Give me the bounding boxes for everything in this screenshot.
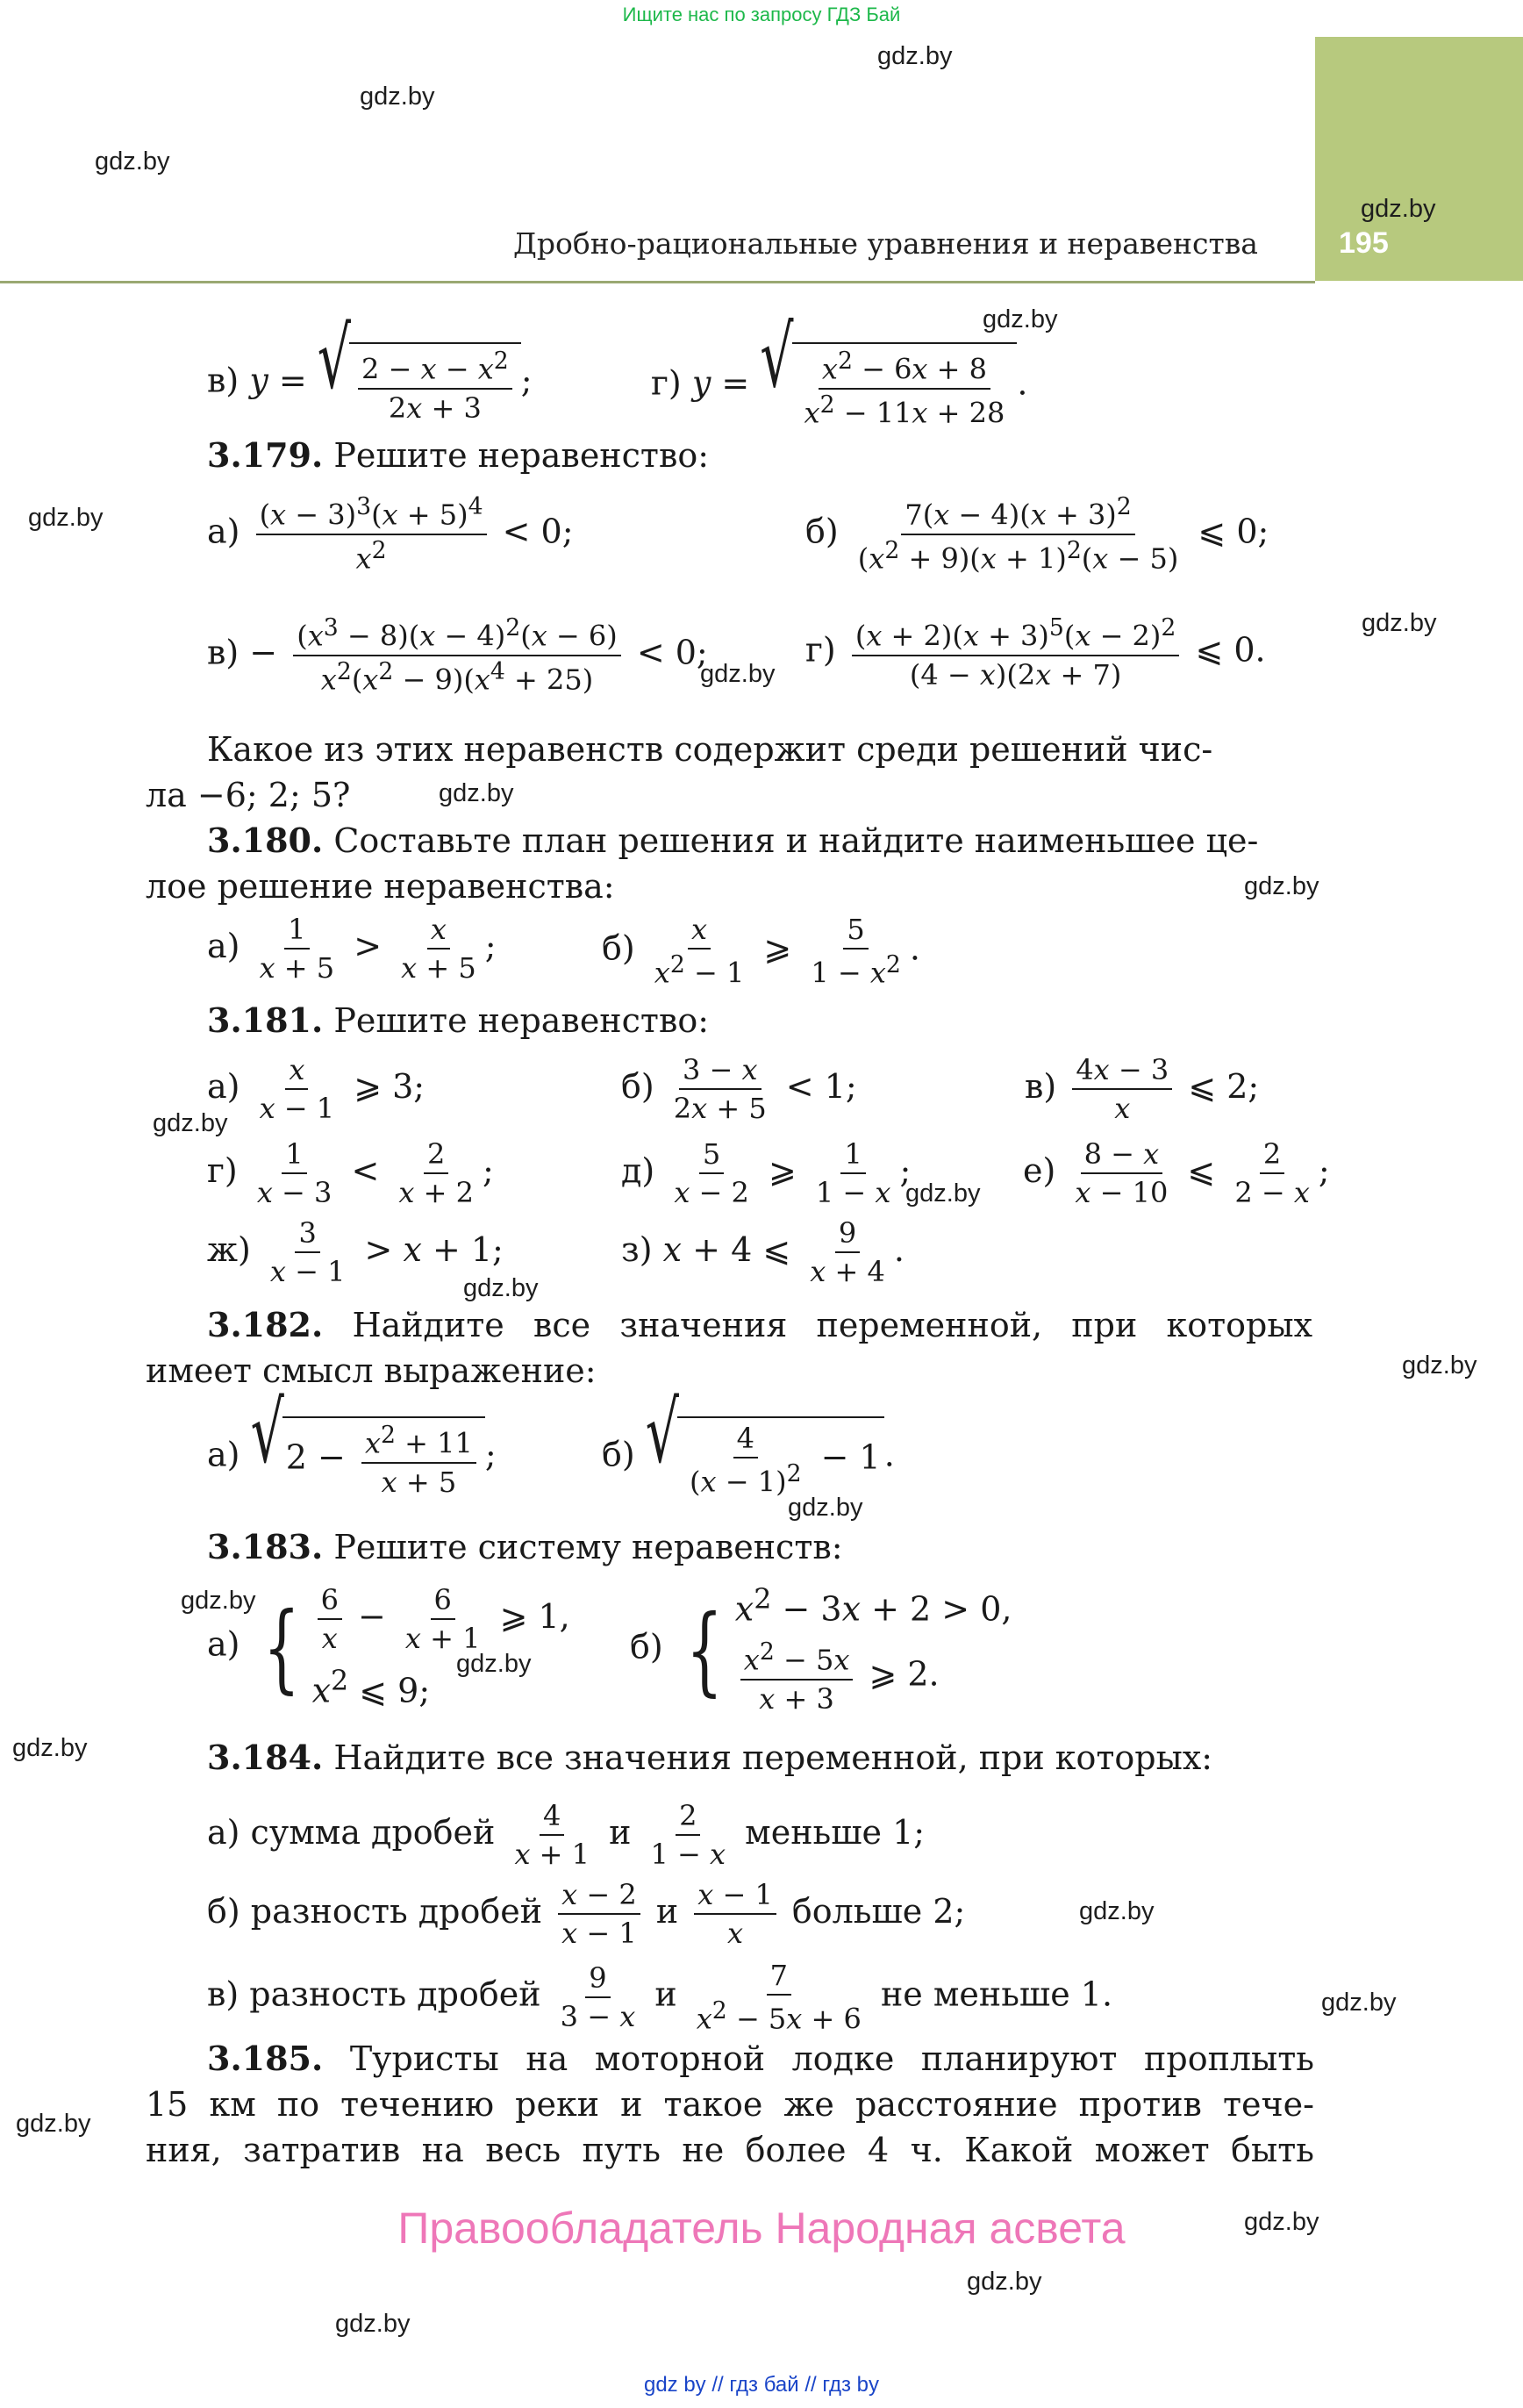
watermark: gdz.by [12,1734,88,1762]
prev-item-g: г) y = √ $\frac{x^2 - 6x + 8}{x^2 - 11x + 28}$ . [651,308,1028,430]
watermark: gdz.by [153,1109,228,1137]
problem-3-181-g: г) $\frac{1}{x - 3}$ < $\frac{2}{x + 2}$ ; [207,1137,494,1210]
rights-holder: Правообладатель Народная асвета [397,2204,1126,2253]
problem-3-181-a: а) $\frac{x}{x - 1}$ ⩾ 3; [207,1053,425,1126]
problem-3-185-line-2: 15 км по течению реки и такое же расстояние против тече- [146,2085,1314,2124]
watermark: gdz.by [1402,1351,1477,1380]
problem-3-181-zh: ж) $\frac{3}{x - 1}$ > x + 1; [207,1216,504,1289]
problem-3-184-v: в) разность дробей $\frac{9}{3 - x}$ и $\frac{7}{x^2 - 5x + 6}$ не меньше 1. [207,1959,1113,2037]
problem-3-180-b: б) $\frac{x}{x^2 - 1}$ ⩾ $\frac{5}{1 - x^2}$ . [602,913,920,991]
header-rule [0,281,1315,283]
problem-3-185-line-3: ния, затратив на весь путь не более 4 ч. Какой может быть [146,2131,1314,2169]
problem-3-185-line-1: 3.185. Туристы на моторной лодке планируют проплыть [207,2039,1314,2078]
problem-3-184-a: а) сумма дробей $\frac{4}{x + 1}$ и $\frac{2}{1 - x}$ меньше 1; [207,1799,926,1872]
problem-3-179-question-2: ла −6; 2; 5? [146,776,351,814]
problem-3-179-question: Какое из этих неравенств содержит среди решений чис- [207,730,1213,769]
watermark: gdz.by [788,1494,863,1522]
problem-3-183-b: б) { $x^2 - 3x + 2 > 0$, $\frac{x^2 - 5x}{x + 3}$ ⩾ 2. [630,1584,1012,1716]
inequality-a: а) $\frac{(x - 3)^3(x + 5)^4}{x^2}$ < 0; [207,493,574,576]
watermark: gdz.by [181,1587,256,1615]
watermark: gdz.by [16,2110,91,2138]
watermark: gdz.by [1244,2208,1319,2236]
watermark: gdz.by [905,1179,981,1208]
watermark: gdz.by [95,147,170,176]
problem-3-181-b: б) $\frac{3 - x}{2x + 5}$ < 1; [621,1053,857,1126]
problem-3-183-heading: 3.183. Решите систему неравенств: [207,1527,843,1566]
inequality-b: б) $\frac{7(x - 4)(x + 3)^2}{(x^2 + 9)(x + 1)^2(x - 5)}$ ⩽ 0; [805,493,1269,576]
problem-3-182-heading: 3.182. Найдите все значения переменной, при которых [207,1305,1312,1344]
page-number: 195 [1339,226,1389,260]
watermark: gdz.by [1362,609,1437,637]
watermark: gdz.by [967,2268,1042,2296]
problem-3-183-a: а) { $\frac{6}{x}$ − $\frac{6}{x + 1}$ ⩾ 1, $x^2$ ⩽ 9; [207,1583,570,1710]
problem-3-181-v: в) $\frac{4x - 3}{x}$ ⩽ 2; [1025,1053,1260,1126]
problem-3-181-z: з) x + 4 ⩽ $\frac{9}{x + 4}$ . [621,1216,905,1289]
top-note: Ищите нас по запросу ГДЗ Бай [622,4,901,25]
watermark: gdz.by [700,660,776,688]
inequality-g: г) $\frac{(x + 2)(x + 3)^5(x - 2)^2}{(4 - x)(2x + 7)}$ ⩽ 0. [805,614,1266,692]
problem-3-180-a: а) $\frac{1}{x + 5}$ > $\frac{x}{x + 5}$ ; [207,913,497,985]
problem-3-184-b: б) разность дробей $\frac{x - 2}{x - 1}$ и $\frac{x - 1}{x}$ больше 2; [207,1878,966,1951]
problem-3-180-text-2: лое решение неравенства: [146,867,615,906]
prev-item-v: в) y = √ $\frac{2 - x - x^2}{2x + 3}$ ; [207,310,533,426]
watermark: gdz.by [877,42,953,70]
problem-3-182-a: а) √ 2 − $\frac{x^2 + 11}{x + 5}$ ; [207,1384,497,1500]
watermark: gdz.by [1244,872,1319,900]
problem-3-181-d: д) $\frac{5}{x - 2}$ ⩾ $\frac{1}{1 - x}$ ; [621,1137,912,1210]
problem-3-182-text-2: имеет смысл выражение: [146,1351,597,1390]
inequality-v: в) − $\frac{(x^3 - 8)(x - 4)^2(x - 6)}{x^2(x^2 - 9)(x^4 + 25)}$ < 0; [207,614,708,697]
watermark: gdz.by [463,1274,539,1302]
problem-3-179-heading: 3.179. Решите неравенство: [207,435,710,475]
problem-3-182-b: б) √ $\frac{4}{(x - 1)^2}$ − 1 . [602,1384,895,1500]
footer-links[interactable]: gdz by // гдз бай // гдз by [643,2373,880,2397]
watermark: gdz.by [439,779,514,807]
watermark: gdz.by [983,305,1058,333]
watermark: gdz.by [1079,1897,1155,1925]
problem-3-181-e: е) $\frac{8 - x}{x - 10}$ ⩽ $\frac{2}{2 - x}$ ; [1023,1137,1330,1210]
problem-3-180-heading: 3.180. Составьте план решения и найдите наименьшее це- [207,821,1259,860]
watermark: gdz.by [456,1650,532,1678]
watermark: gdz.by [335,2310,411,2338]
problem-3-184-heading: 3.184. Найдите все значения переменной, при которых: [207,1738,1213,1777]
watermark: gdz.by [360,82,435,111]
watermark: gdz.by [1361,195,1436,223]
watermark: gdz.by [28,504,104,532]
running-title: Дробно-рациональные уравнения и неравенства [513,226,1258,261]
problem-3-181-heading: 3.181. Решите неравенство: [207,1000,710,1040]
watermark: gdz.by [1321,1989,1397,2017]
